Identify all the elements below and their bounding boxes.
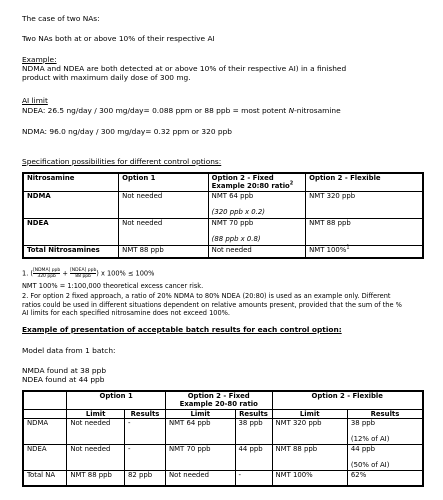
spec-row-ndea-name: NDEA bbox=[23, 218, 119, 245]
spec-header-nitrosamine: Nitrosamine bbox=[23, 173, 119, 191]
batch-header-option2-fixed: Option 2 - Fixed Example 20-80 ratio bbox=[165, 391, 272, 409]
ndma-calculation: NDMA: 96.0 ng/day / 300 mg/day= 0.32 ppm or 320 ppb bbox=[22, 127, 232, 136]
spec-header-option2-fixed: Option 2 - Fixed Example 20:80 ratio$^2$ bbox=[208, 173, 305, 191]
batch-row-total-flex-results: 62% bbox=[347, 470, 423, 486]
spec-table bbox=[22, 172, 424, 259]
intro-text: Two NAs both at or above 10% of their respective AI bbox=[22, 34, 215, 43]
batch-row-ndma-flex-limit: NMT 320 ppb bbox=[272, 418, 347, 444]
batch-col-flex-limit: Limit bbox=[272, 409, 347, 418]
ndea-found: NDEA found at 44 ppb bbox=[22, 375, 105, 384]
batch-row-total-o1-limit: NMT 88 ppb bbox=[67, 470, 125, 486]
ndma-found: NMDA found at 38 ppb bbox=[22, 366, 107, 375]
ai-limit-label: AI limit bbox=[22, 96, 48, 105]
spec-row-total-fixed: Not needed bbox=[208, 245, 305, 258]
spec-row-ndma-option1: Not needed bbox=[119, 191, 209, 218]
example-label: Example: bbox=[22, 55, 57, 64]
batch-row-ndma-o1-results: - bbox=[125, 418, 166, 444]
batch-row-ndma-fixed-limit: NMT 64 ppb bbox=[165, 418, 235, 444]
spec-row-total-name: Total Nitrosamines bbox=[23, 245, 119, 258]
batch-row-ndea-o1-limit: Not needed bbox=[67, 444, 125, 470]
batch-row-total-name: Total NA bbox=[23, 470, 67, 486]
model-data-label: Model data from 1 batch: bbox=[22, 346, 116, 355]
batch-col-fixed-results: Results bbox=[235, 409, 272, 418]
batch-row-ndea-name: NDEA bbox=[23, 444, 67, 470]
batch-header-option2-flexible: Option 2 - Flexible bbox=[272, 391, 423, 409]
batch-row-ndea-o1-results: - bbox=[125, 444, 166, 470]
batch-row-ndea-fixed-results: 44 ppb bbox=[235, 444, 272, 470]
footnote-2: 2. For option 2 fixed approach, a ratio of 20% NDMA to 80% NDEA (20:80) is used as an example only. Different ratios could be used in different situations dependent on relative amounts present, provided that the sum of the % AI limits for each specified nitrosamine does not exceed 100%. bbox=[22, 292, 402, 317]
spec-row-ndma-flexible: NMT 320 ppb bbox=[306, 191, 423, 218]
spec-row-ndea-fixed: NMT 70 ppb (88 ppb x 0.8) bbox=[208, 218, 305, 245]
spec-row-ndea-option1: Not needed bbox=[119, 218, 209, 245]
footnote-1-formula: 1. ( $\frac{\text{[NDMA] ppb}}{\text{320 ppb}}$ + $\frac{\text{[NDEA] ppb}}{\text{88 ppb}}$ ) x 100% ≤ 100% bbox=[22, 268, 155, 279]
batch-col-fixed-limit: Limit bbox=[165, 409, 235, 418]
batch-row-total-fixed-results: - bbox=[235, 470, 272, 486]
batch-subheader-blank bbox=[23, 409, 67, 418]
spec-row-ndma-fixed: NMT 64 ppb (320 ppb x 0.2) bbox=[208, 191, 305, 218]
batch-row-ndma-name: NDMA bbox=[23, 418, 67, 444]
spec-row-ndma-name: NDMA bbox=[23, 191, 119, 218]
spec-header-option1: Option 1 bbox=[119, 173, 209, 191]
batch-row-ndea-flex-results: 44 ppb (50% of AI) bbox=[347, 444, 423, 470]
batch-col-o1-results: Results bbox=[125, 409, 166, 418]
spec-header-option2-flexible: Option 2 - Flexible bbox=[306, 173, 423, 191]
batch-col-flex-results: Results bbox=[347, 409, 423, 418]
batch-row-ndma-fixed-results: 38 ppb bbox=[235, 418, 272, 444]
batch-row-total-fixed-limit: Not needed bbox=[165, 470, 235, 486]
batch-header-blank bbox=[23, 391, 67, 409]
footnote-1-line-2: NMT 100% = 1:100,000 theoretical excess cancer risk. bbox=[22, 282, 204, 290]
batch-table bbox=[22, 390, 424, 487]
ndea-calculation: NDEA: 26.5 ng/day / 300 mg/day= 0.088 ppm or 88 ppb = most potent N-nitrosamine bbox=[22, 106, 341, 115]
example-text-line-2: product with maximum daily dose of 300 mg. bbox=[22, 73, 191, 82]
batch-row-total-flex-limit: NMT 100% bbox=[272, 470, 347, 486]
batch-header-option1: Option 1 bbox=[67, 391, 166, 409]
spec-row-ndea-flexible: NMT 88 ppb bbox=[306, 218, 423, 245]
page-heading: The case of two NAs: bbox=[22, 14, 100, 23]
batch-row-ndea-flex-limit: NMT 88 ppb bbox=[272, 444, 347, 470]
batch-row-ndma-o1-limit: Not needed bbox=[67, 418, 125, 444]
batch-row-ndma-flex-results: 38 ppb (12% of AI) bbox=[347, 418, 423, 444]
spec-row-total-option1: NMT 88 ppb bbox=[119, 245, 209, 258]
batch-row-ndea-fixed-limit: NMT 70 ppb bbox=[165, 444, 235, 470]
batch-row-total-o1-results: 82 ppb bbox=[125, 470, 166, 486]
example-text-line-1: NDMA and NDEA are both detected at or above 10% of their respective AI) in a finished bbox=[22, 64, 347, 73]
spec-row-total-flexible: NMT 100%$^1$ bbox=[306, 245, 423, 258]
spec-heading: Specification possibilities for different control options: bbox=[22, 157, 222, 166]
batch-heading: Example of presentation of acceptable batch results for each control option: bbox=[22, 325, 342, 334]
batch-col-o1-limit: Limit bbox=[67, 409, 125, 418]
